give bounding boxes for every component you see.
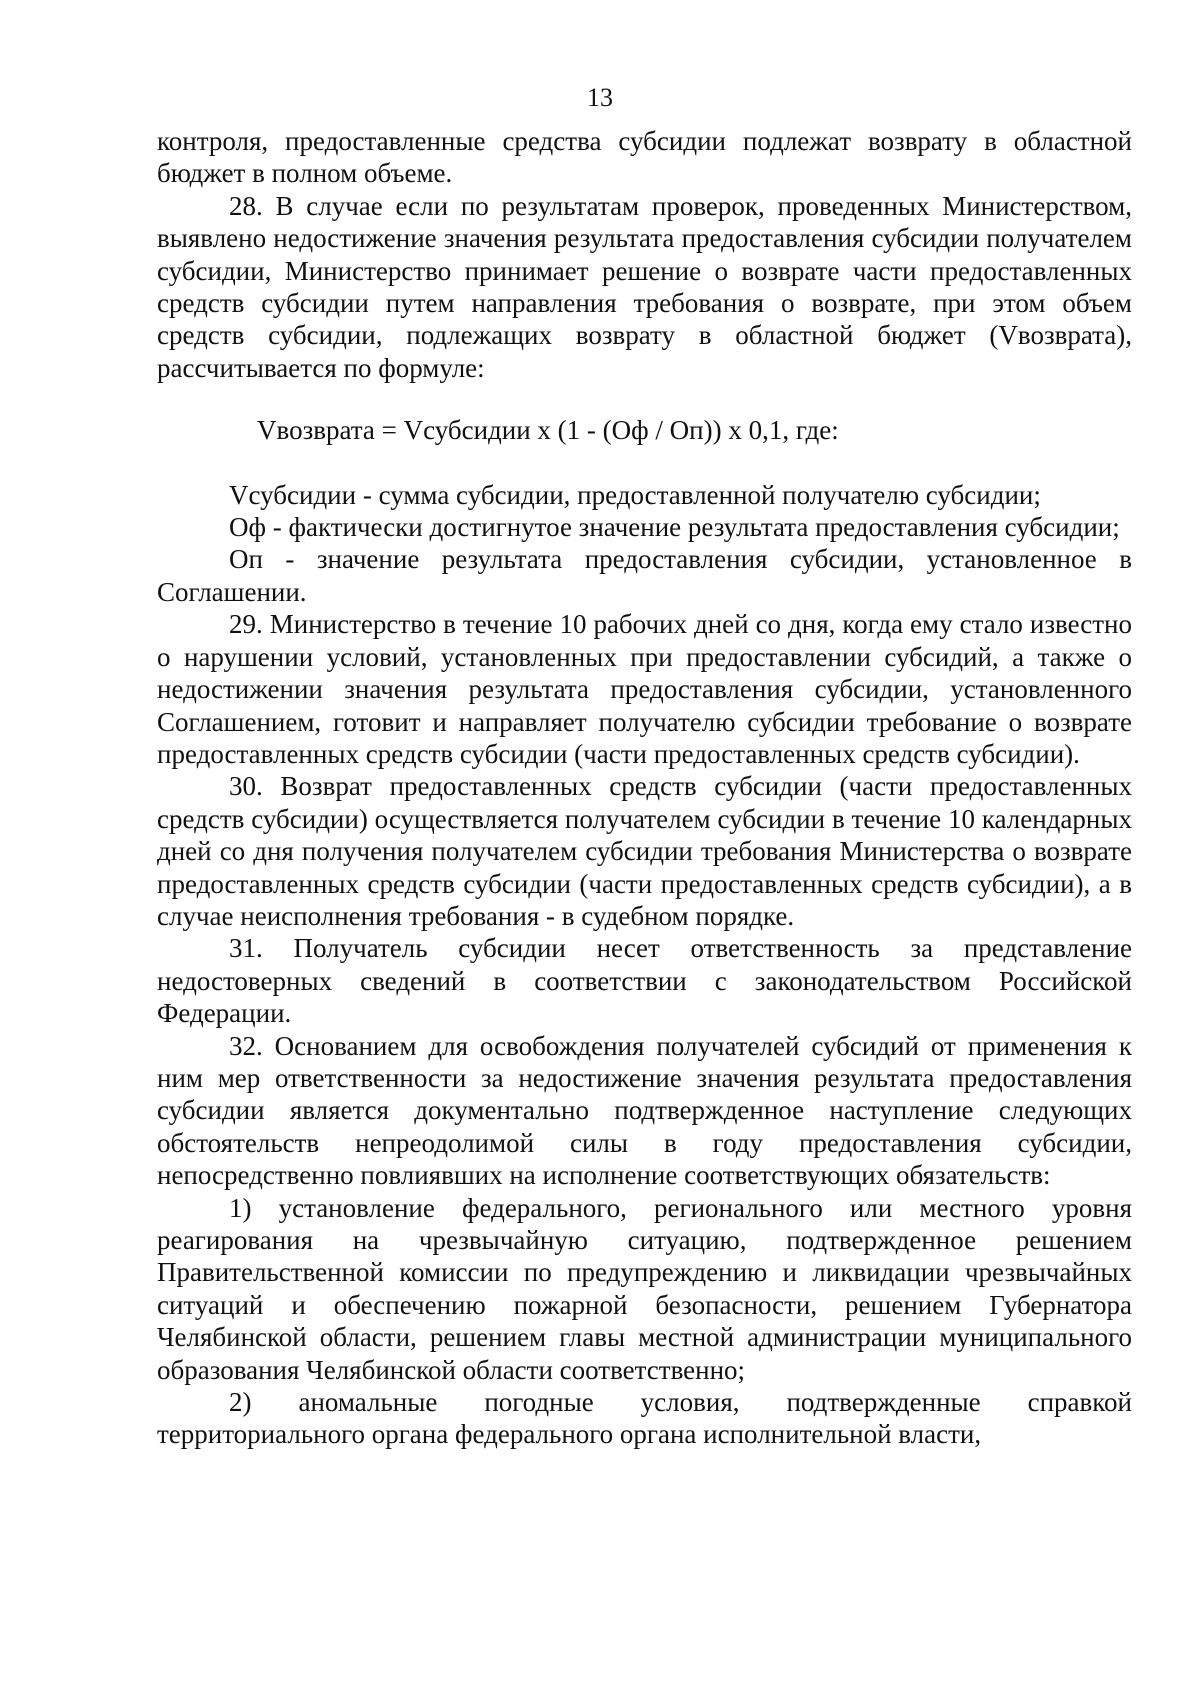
- list-item-1: 1) установление федерального, регионального или местного уровня реагирования на чрезвычайную ситуацию, подтвержденное решением Правительственной комиссии по предупреждению и ликвидации чрезвычайных ситуаций и обеспечению пожарной безопасности, решением Губернатора Челябинской области, решением главы местной администрации муниципального образования Челябинской области соответственно;: [157, 1192, 1132, 1385]
- paragraph-32: 32. Основанием для освобождения получателей субсидий от применения к ним мер ответственности за недостижение значения результата предоставления субсидии является документально подтвержденное наступление следующих обстоятельств непреодолимой силы в году предоставления субсидии, непосредственно повлиявших на исполнение соответствующих обязательств:: [157, 1030, 1132, 1191]
- paragraph-28: 28. В случае если по результатам проверок, проведенных Министерством, выявлено недостижение значения результата предоставления субсидии получателем субсидии, Министерство принимает решение о возврате части предоставленных средств субсидии путем направления требования о возврате, при этом объем средств субсидии, подлежащих возврату в областной бюджет (Vвозврата), рассчитывается по формуле:: [157, 190, 1132, 383]
- paragraph-30: 30. Возврат предоставленных средств субсидии (части предоставленных средств субсидии) осуществляется получателем субсидии в течение 10 календарных дней со дня получения получателем субсидии требования Министерства о возврате предоставленных средств субсидии (части предоставленных средств субсидии), а в случае неисполнения требования - в судебном порядке.: [157, 771, 1132, 931]
- definition-op: Оп - значение результата предоставления субсидии, установленное в Соглашении.: [157, 544, 1132, 607]
- paragraph-31: 31. Получатель субсидии несет ответственность за представление недостоверных сведений в соответствии с законодательством Российской Федерации.: [157, 933, 1132, 1029]
- paragraph-29: 29. Министерство в течение 10 рабочих дней со дня, когда ему стало известно о нарушении условий, установленных при предоставлении субсидий, а также о недостижении значения результата предоставления субсидии, установленного Соглашением, готовит и направляет получателю субсидии требование о возврате предоставленных средств субсидии (части предоставленных средств субсидии).: [157, 609, 1132, 769]
- formula-vreturn: Vвозврата = Vсубсидии x (1 - (Оф / Оп)) x 0,1, где:: [257, 415, 839, 446]
- definition-of: Оф - фактически достигнутое значение результата предоставления субсидии;: [229, 512, 1120, 543]
- list-item-2: 2) аномальные погодные условия, подтвержденные справкой территориального органа федерального органа исполнительной власти,: [157, 1387, 1132, 1450]
- page-number: 13: [587, 83, 613, 112]
- definition-vsubsidy: Vсубсидии - сумма субсидии, предоставленной получателю субсидии;: [229, 479, 1041, 510]
- paragraph-continuation: контроля, предоставленные средства субсидии подлежат возврату в областной бюджет в полном объеме.: [157, 126, 1132, 189]
- document-body: [157, 125, 1132, 1451]
